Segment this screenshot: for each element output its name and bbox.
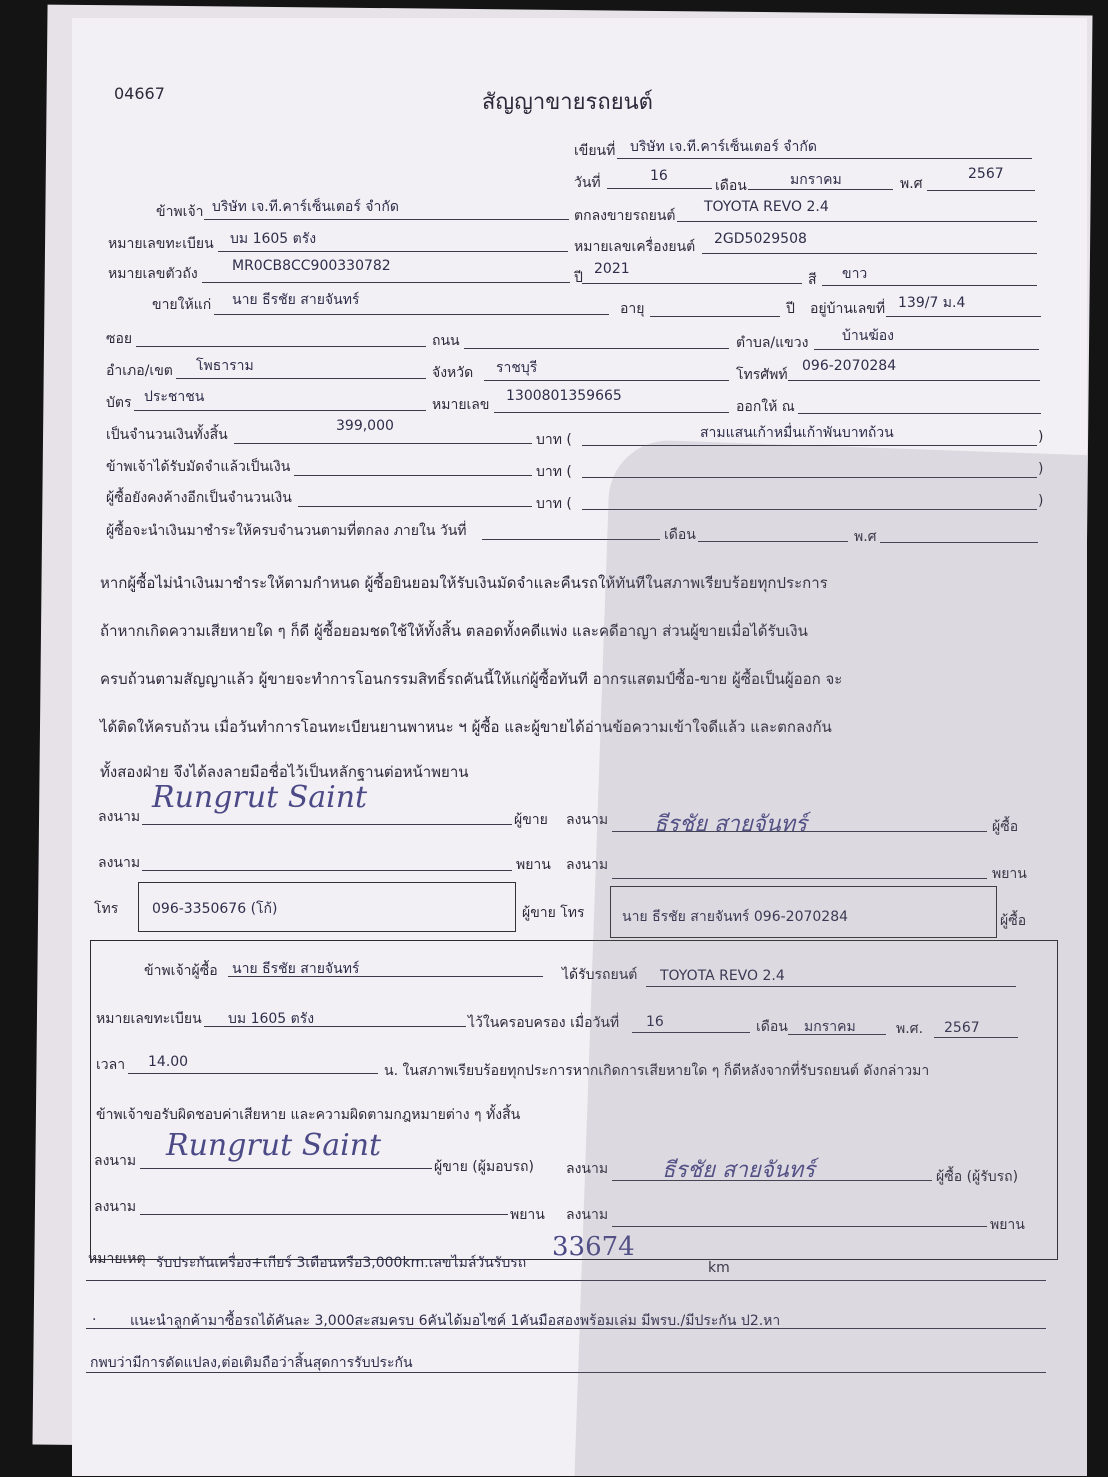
receipt-line1: น. ในสภาพเรียบร้อยทุกประการหากเกิดการเสียหายใด ๆ ก็ดีหลังจากที่รับรถยนต์ ดังกล่าวมา [384, 1063, 930, 1079]
underline [582, 283, 802, 284]
underline [482, 539, 660, 540]
terms-line: ได้ติดให้ครบถ้วน เมื่อวันทำการโอนทะเบียนยานพาหนะ ฯ ผู้ซื้อ และผู้ขายได้อ่านข้อความเข้าใจดีแล้ว และตกลงกัน [100, 718, 832, 736]
underline [612, 1226, 987, 1227]
chassis-value: MR0CB8CC900330782 [232, 258, 391, 274]
reg-value: บม 1605 ตรัง [230, 231, 317, 247]
underline [612, 1180, 932, 1181]
year-label: พ.ศ [900, 176, 923, 192]
total-label: เป็นจำนวนเงินทั้งสิ้น [106, 427, 228, 443]
pay-by-label: ผู้ซื้อจะนำเงินมาชำระให้ครบจำนวนตามที่ตกลง ภายใน วันที่ [106, 523, 467, 539]
phone-value: 096-2070284 [802, 358, 897, 374]
road-label: ถนน [432, 333, 460, 349]
years-label: ปี [786, 301, 795, 317]
district-label: อำเภอ/เขต [106, 363, 173, 379]
total-value: 399,000 [336, 418, 394, 434]
soi-label: ซอย [106, 331, 133, 347]
underline [298, 506, 532, 507]
witness-role: พยาน [992, 866, 1027, 882]
underline [677, 221, 1037, 222]
province-value: ราชบุรี [496, 360, 538, 376]
receipt-reg-label: หมายเลขทะเบียน [96, 1011, 202, 1027]
color-value: ขาว [842, 266, 868, 282]
underline [650, 316, 780, 317]
phone-label: โทร [94, 901, 119, 917]
written-at-label: เขียนที่ [574, 143, 616, 159]
mileage-value: 33674 [552, 1232, 635, 1262]
receipt-reg: บม 1605 ตรัง [228, 1011, 315, 1027]
card-label: บัตร [106, 395, 132, 411]
underline [702, 253, 1037, 254]
close-paren: ) [1038, 429, 1044, 445]
underline [204, 219, 569, 220]
possess-label: ไว้ในครอบครอง เมื่อวันที่ [468, 1015, 620, 1031]
deposit-label: ข้าพเจ้าได้รับมัดจำแล้วเป็นเงิน [106, 459, 291, 475]
seller-signature: Rungrut Saint [152, 780, 368, 815]
sign-label: ลงนาม [98, 855, 141, 871]
underline [140, 1168, 432, 1169]
receipt-year: 2567 [944, 1020, 980, 1036]
pay-month-label: เดือน [664, 527, 696, 543]
underline [494, 412, 729, 413]
underline [582, 509, 1037, 510]
underline [798, 413, 1041, 414]
engine-value: 2GD5029508 [714, 231, 807, 247]
time-value: 14.00 [148, 1054, 189, 1070]
written-at-value: บริษัท เจ.ที.คาร์เซ็นเตอร์ จำกัด [630, 139, 817, 155]
receipt-month-label: เดือน [756, 1019, 788, 1035]
doc-number: 04667 [114, 84, 165, 103]
witness-role: พยาน [516, 857, 551, 873]
buyer-role: ผู้ซื้อ [992, 819, 1019, 835]
house-value: 139/7 ม.4 [898, 295, 966, 311]
terms-line: หากผู้ซื้อไม่นำเงินมาชำระให้ตามกำหนด ผู้ซื้อยินยอมให้รับเงินมัดจำและคืนรถให้ทันทีในสภาพเรียบร้อยทุกประการ [100, 574, 828, 592]
sign-label: ลงนาม [566, 1207, 609, 1223]
notes-line3: กพบว่ามีการดัดแปลง,ต่อเติมถือว่าสิ้นสุดการรับประกัน [90, 1355, 413, 1371]
underline [140, 1214, 508, 1215]
underline [86, 1328, 1046, 1329]
underline [228, 976, 543, 977]
underline [927, 190, 1035, 191]
buyer-phone: นาย ธีรชัย สายจันทร์ 096-2070284 [622, 909, 849, 925]
underline [136, 346, 426, 347]
subdistrict-value: บ้านฆ้อง [842, 328, 894, 344]
notes-label: หมายเหตุ [88, 1251, 146, 1267]
color-label: สี [808, 272, 817, 288]
receipt-witness-role: พยาน [510, 1207, 545, 1223]
underline [617, 158, 1032, 159]
house-label: อยู่บ้านเลขที่ [810, 301, 886, 317]
month-label: เดือน [715, 178, 747, 194]
receipt-line2: ข้าพเจ้าขอรับผิดชอบค่าเสียหาย และความผิดตามกฎหมายต่าง ๆ ทั้งสิ้น [96, 1107, 521, 1123]
underline [294, 475, 532, 476]
seller-name: บริษัท เจ.ที.คาร์เซ็นเตอร์ จำกัด [212, 199, 399, 215]
underline [607, 188, 712, 189]
seller-role: ผู้ขาย [514, 812, 548, 828]
contract-page [72, 18, 1087, 1476]
underline [582, 477, 1037, 478]
underline [204, 1026, 466, 1027]
notes-line1: รับประกันเครื่อง+เกียร์ 3เดือนหรือ3,000km.เลขไมล์วันรับรถ [156, 1255, 527, 1271]
receipt-month: มกราคม [804, 1019, 856, 1035]
underline [464, 348, 729, 349]
sell-to-label: ขายให้แก่ [152, 297, 212, 313]
day-value: 16 [650, 168, 668, 184]
receipt-seller-signature: Rungrut Saint [166, 1128, 382, 1163]
underline [788, 380, 1040, 381]
underline [134, 410, 426, 411]
receipt-seller-role: ผู้ขาย (ผู้มอบรถ) [434, 1159, 534, 1175]
underline [698, 541, 848, 542]
subdistrict-label: ตำบล/แขวง [736, 335, 809, 351]
close-paren: ) [1038, 493, 1044, 509]
baht-label: บาท ( [536, 496, 572, 512]
receipt-i-label: ข้าพเจ้าผู้ซื้อ [144, 963, 218, 979]
underline [632, 1032, 750, 1033]
underline [202, 282, 570, 283]
km-label: km [708, 1260, 730, 1276]
district-value: โพธาราม [196, 358, 254, 374]
notes-line2: แนะนำลูกค้ามาซื้อรถได้คันละ 3,000สะสมครบ 6คันได้มอไซค์ 1คันมือสองพร้อมเล่ม มีพรบ./มีประกัน ป2.หา [130, 1313, 781, 1329]
underline [214, 314, 609, 315]
card-value: ประชาชน [144, 389, 205, 405]
underline [86, 1372, 1046, 1373]
underline [86, 1280, 1046, 1281]
receipt-buyer: นาย ธีรชัย สายจันทร์ [232, 961, 360, 977]
month-value: มกราคม [790, 172, 842, 188]
sign-label: ลงนาม [566, 857, 609, 873]
seller-phone-role: ผู้ขาย โทร [522, 905, 585, 921]
baht-label: บาท ( [536, 432, 572, 448]
underline [612, 831, 987, 832]
underline [934, 1037, 1018, 1038]
year-model-value: 2021 [594, 261, 630, 277]
card-no-value: 1300801359665 [506, 388, 622, 404]
receipt-car: TOYOTA REVO 2.4 [660, 968, 785, 984]
receipt-witness-role: พยาน [990, 1217, 1025, 1233]
underline [788, 1034, 886, 1035]
underline [142, 870, 512, 871]
engine-label: หมายเลขเครื่องยนต์ [574, 239, 696, 255]
sign-label: ลงนาม [94, 1153, 137, 1169]
underline [748, 189, 893, 190]
pay-year-label: พ.ศ [854, 529, 877, 545]
underline [582, 445, 1037, 446]
receipt-year-label: พ.ศ. [896, 1021, 924, 1037]
close-paren: ) [1038, 461, 1044, 477]
province-label: จังหวัด [432, 365, 474, 381]
age-label: อายุ [620, 301, 645, 317]
sign-label: ลงนาม [566, 1161, 609, 1177]
card-no-label: หมายเลข [432, 397, 490, 413]
underline [128, 1073, 378, 1074]
receipt-buyer-role: ผู้ซื้อ (ผู้รับรถ) [936, 1169, 1019, 1185]
sign-label: ลงนาม [98, 809, 141, 825]
baht-label: บาท ( [536, 464, 572, 480]
notes-bullet: . [92, 1308, 97, 1324]
underline [142, 824, 512, 825]
seller-phone: 096-3350676 (โก้) [152, 901, 278, 917]
buyer-phone-role: ผู้ซื้อ [1000, 913, 1027, 929]
underline [886, 316, 1041, 317]
sign-label: ลงนาม [566, 812, 609, 828]
sign-label: ลงนาม [94, 1199, 137, 1215]
terms-line: ทั้งสองฝ่าย จึงได้ลงลายมือชื่อไว้เป็นหลักฐานต่อหน้าพยาน [100, 763, 469, 781]
underline [176, 378, 426, 379]
owed-label: ผู้ซื้อยังคงค้างอีกเป็นจำนวนเงิน [106, 490, 292, 506]
underline [218, 251, 568, 252]
total-words: สามแสนเก้าหมื่นเก้าพันบาทถ้วน [700, 425, 894, 441]
underline [814, 349, 1039, 350]
reg-label: หมายเลขทะเบียน [108, 236, 214, 252]
buyer-signature: ธีรชัย สายจันทร์ [654, 812, 807, 837]
receipt-day: 16 [646, 1014, 664, 1030]
agree-label: ตกลงขายรถยนต์ [574, 208, 676, 224]
underline [234, 443, 532, 444]
doc-title: สัญญาขายรถยนต์ [482, 90, 653, 115]
underline [484, 380, 729, 381]
car-model: TOYOTA REVO 2.4 [704, 199, 829, 215]
underline [612, 878, 987, 879]
chassis-label: หมายเลขตัวถัง [108, 266, 198, 282]
underline [880, 542, 1038, 543]
terms-line: ถ้าหากเกิดความเสียหายใด ๆ ก็ดี ผู้ซื้อยอมชดใช้ให้ทั้งสิ้น ตลอดทั้งคดีแพ่ง และคดีอาญา ส่วนผู้ขายเมื่อได้รับเงิน [100, 622, 808, 640]
received-label: ได้รับรถยนต์ [562, 967, 638, 983]
time-label: เวลา [96, 1057, 126, 1073]
phone-label: โทรศัพท์ [736, 367, 788, 383]
i-label: ข้าพเจ้า [156, 204, 204, 220]
terms-line: ครบถ้วนตามสัญญาแล้ว ผู้ขายจะทำการโอนกรรมสิทธิ์รถคันนี้ให้แก่ผู้ซื้อทันที อากรแสตมป์ซื้อ-ขาย ผู้ซื้อเป็นผู้ออก จะ [100, 670, 843, 688]
year-value: 2567 [968, 166, 1004, 182]
underline [822, 285, 1037, 286]
receipt-buyer-signature: ธีรชัย สายจันทร์ [662, 1158, 815, 1183]
underline [646, 986, 1016, 987]
buyer-name: นาย ธีรชัย สายจันทร์ [232, 292, 360, 308]
day-label: วันที่ [574, 175, 601, 191]
issued-label: ออกให้ ณ [736, 399, 795, 415]
year-model-label: ปี [574, 270, 583, 286]
